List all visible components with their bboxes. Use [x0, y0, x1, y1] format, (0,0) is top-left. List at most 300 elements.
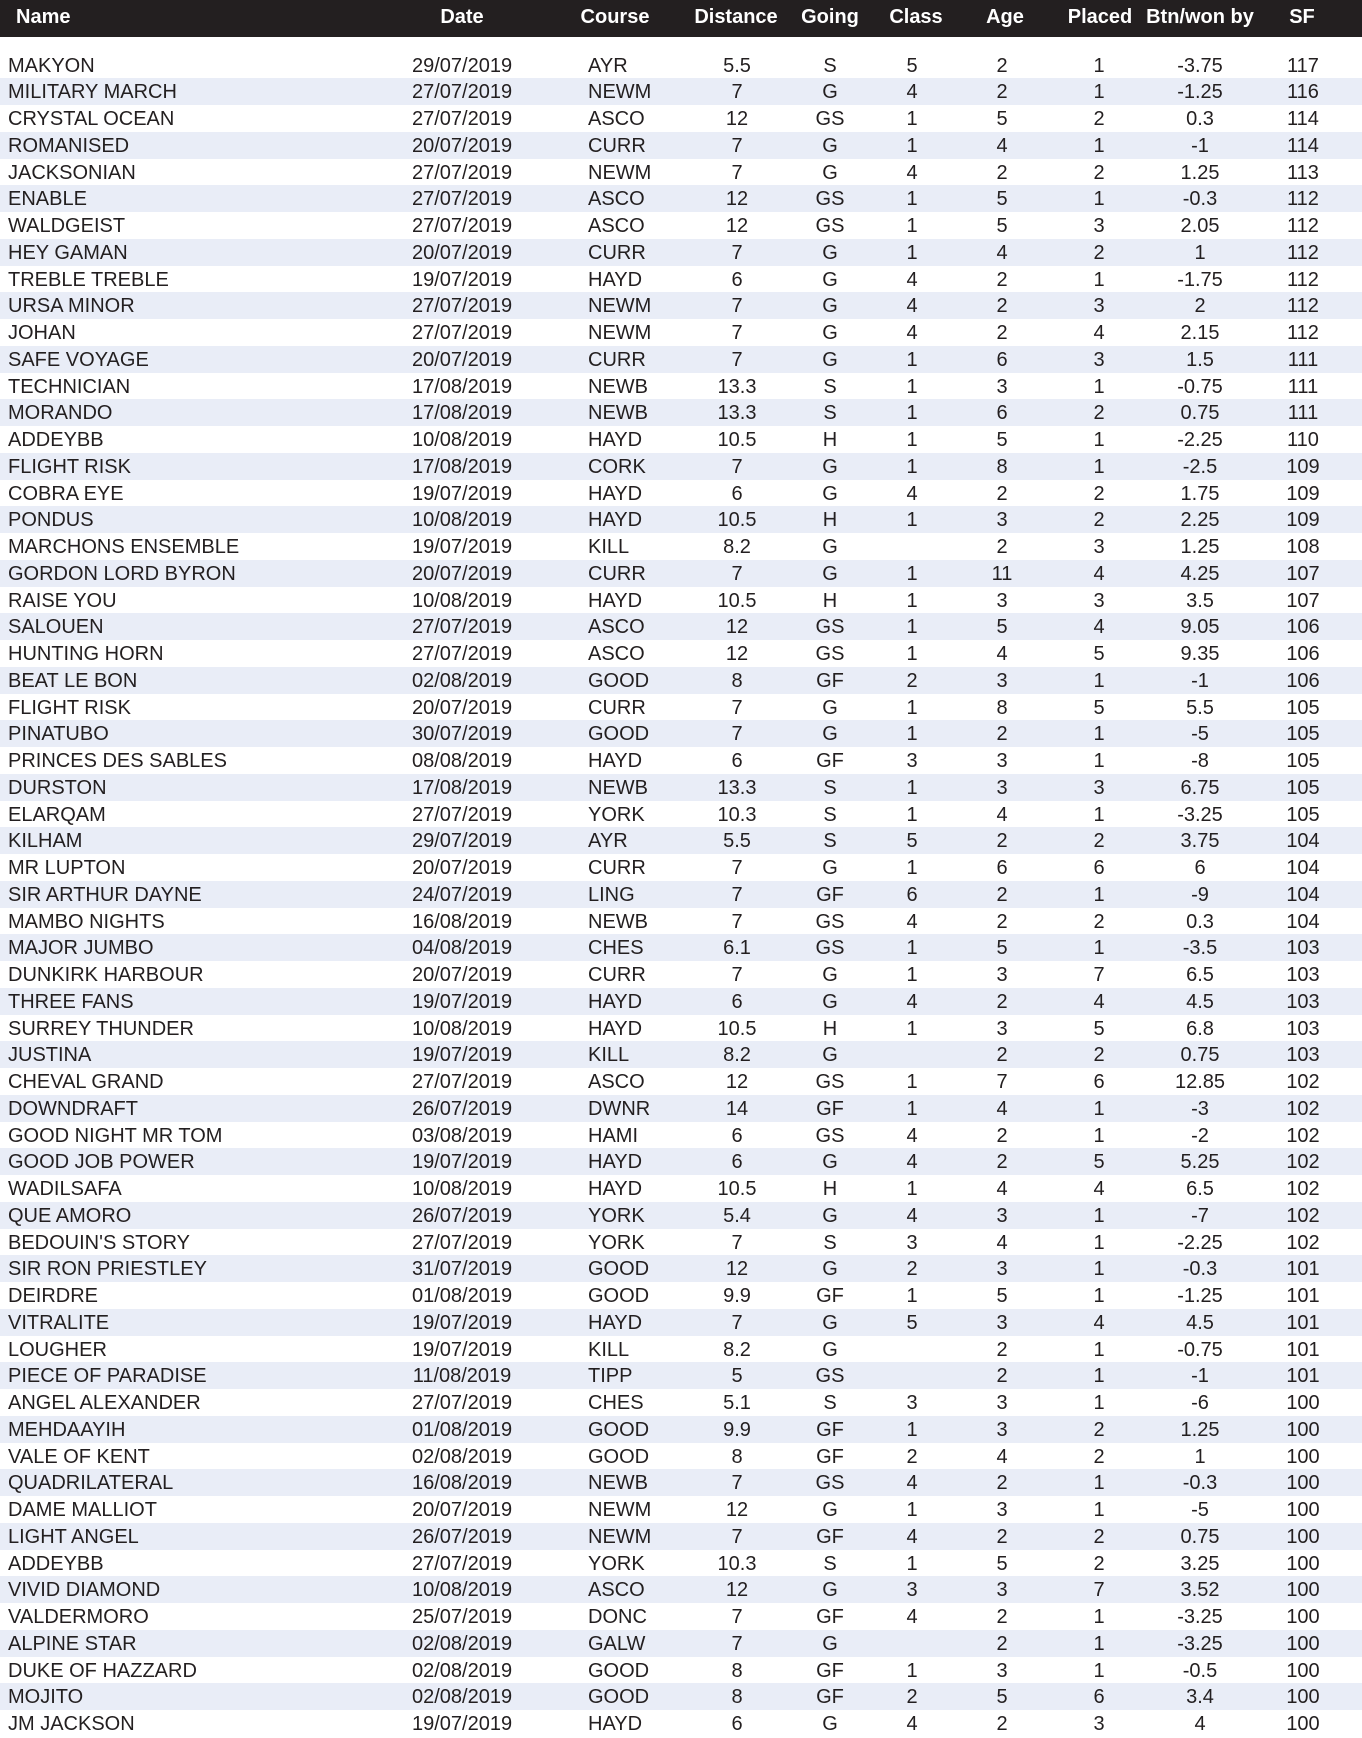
- btn-won-by-cell: 12.85: [1174, 1071, 1226, 1093]
- name-cell: THREE FANS: [8, 990, 134, 1013]
- sf-cell: 109: [1286, 482, 1320, 505]
- btn-won-by-cell: 1: [1194, 1445, 1206, 1468]
- btn-won-by-cell: 1.25: [1180, 1418, 1220, 1441]
- course-cell: HAYD: [588, 1713, 643, 1735]
- placed-cell: 5: [1093, 643, 1105, 665]
- placed-cell: 1: [1093, 1231, 1105, 1254]
- distance-cell: 7: [731, 134, 743, 157]
- course-cell: GALW: [588, 1632, 646, 1655]
- age-cell: 4: [996, 1231, 1008, 1254]
- age-cell: 5: [996, 188, 1008, 211]
- date-cell: 24/07/2019: [412, 883, 513, 906]
- placed-cell: 5: [1093, 696, 1105, 719]
- age-cell: 3: [996, 1579, 1008, 1602]
- age-cell: 3: [996, 1311, 1008, 1334]
- age-cell: 5: [996, 215, 1008, 237]
- age-cell: 3: [996, 375, 1008, 398]
- distance-cell: 10.3: [717, 803, 757, 826]
- btn-won-by-cell: -5: [1191, 1499, 1209, 1521]
- name-cell: VIVID DIAMOND: [8, 1579, 161, 1602]
- class-cell: 3: [906, 1579, 918, 1602]
- distance-cell: 10.5: [717, 429, 757, 451]
- table-row: [0, 613, 1362, 640]
- placed-cell: 1: [1093, 937, 1105, 960]
- distance-cell: 6: [731, 990, 743, 1013]
- class-cell: 1: [906, 108, 918, 130]
- date-cell: 19/07/2019: [412, 990, 513, 1013]
- going-cell: GF: [816, 1097, 844, 1120]
- distance-cell: 7: [731, 241, 743, 264]
- class-cell: 1: [906, 937, 918, 960]
- course-cell: GOOD: [588, 1418, 650, 1441]
- date-cell: 17/08/2019: [412, 776, 513, 799]
- table-row: [0, 1148, 1362, 1175]
- course-cell: NEWM: [588, 295, 652, 318]
- column-header-name: Name: [16, 6, 71, 28]
- name-cell: CRYSTAL OCEAN: [8, 108, 175, 130]
- table-row: [0, 239, 1362, 266]
- date-cell: 27/07/2019: [412, 1392, 513, 1414]
- btn-won-by-cell: 6: [1194, 857, 1206, 879]
- class-cell: 1: [906, 803, 918, 826]
- distance-cell: 9.9: [723, 1418, 751, 1441]
- age-cell: 6: [996, 402, 1008, 425]
- class-cell: 6: [906, 883, 918, 906]
- class-cell: 1: [906, 188, 918, 211]
- sf-cell: 100: [1286, 1392, 1320, 1414]
- age-cell: 2: [996, 268, 1008, 291]
- distance-cell: 13.3: [717, 776, 757, 799]
- date-cell: 31/07/2019: [412, 1258, 513, 1281]
- btn-won-by-cell: -0.75: [1177, 1338, 1223, 1361]
- table-row: [0, 266, 1362, 293]
- sf-cell: 106: [1286, 669, 1320, 692]
- placed-cell: 4: [1093, 990, 1105, 1013]
- btn-won-by-cell: 0.75: [1180, 1525, 1220, 1548]
- going-cell: GS: [815, 188, 845, 211]
- table-row: [0, 1229, 1362, 1256]
- btn-won-by-cell: -1.25: [1177, 1285, 1223, 1307]
- column-header-sf: SF: [1289, 6, 1315, 28]
- date-cell: 29/07/2019: [412, 830, 513, 853]
- sf-cell: 101: [1286, 1311, 1320, 1334]
- sf-cell: 102: [1286, 1124, 1320, 1147]
- sf-cell: 100: [1286, 1445, 1320, 1468]
- distance-cell: 6.1: [723, 937, 751, 960]
- table-row: [0, 426, 1362, 453]
- course-cell: ASCO: [588, 643, 645, 665]
- placed-cell: 3: [1093, 215, 1105, 237]
- name-cell: WALDGEIST: [8, 215, 126, 237]
- name-cell: GOOD NIGHT MR TOM: [8, 1124, 223, 1147]
- table-row: [0, 988, 1362, 1015]
- age-cell: 4: [996, 241, 1008, 264]
- class-cell: 1: [906, 1097, 918, 1120]
- table-row: [0, 934, 1362, 961]
- table-row: [0, 78, 1362, 105]
- class-cell: 2: [906, 669, 918, 692]
- going-cell: S: [823, 1392, 837, 1414]
- course-cell: GOOD: [588, 1659, 650, 1682]
- name-cell: FLIGHT RISK: [8, 455, 131, 478]
- placed-cell: 2: [1093, 1044, 1105, 1067]
- course-cell: GOOD: [588, 1686, 650, 1709]
- age-cell: 4: [996, 1097, 1008, 1120]
- date-cell: 11/08/2019: [412, 1365, 512, 1388]
- btn-won-by-cell: -2: [1191, 1124, 1209, 1147]
- name-cell: PIECE OF PARADISE: [8, 1365, 207, 1388]
- table-row: [0, 373, 1362, 400]
- name-cell: DEIRDRE: [8, 1285, 99, 1307]
- btn-won-by-cell: 6.5: [1186, 1178, 1214, 1200]
- btn-won-by-cell: 0.3: [1186, 910, 1214, 933]
- class-cell: 5: [906, 830, 918, 853]
- going-cell: G: [822, 1579, 838, 1602]
- column-header-placed: Placed: [1067, 6, 1133, 28]
- table-row: [0, 132, 1362, 159]
- sf-cell: 112: [1287, 268, 1319, 291]
- btn-won-by-cell: -3.25: [1177, 803, 1223, 826]
- date-cell: 27/07/2019: [412, 322, 513, 344]
- name-cell: CHEVAL GRAND: [8, 1071, 164, 1093]
- going-cell: GS: [815, 215, 845, 237]
- going-cell: G: [822, 1151, 838, 1174]
- btn-won-by-cell: -2.5: [1182, 455, 1218, 478]
- course-cell: CURR: [588, 562, 646, 585]
- class-cell: 1: [906, 348, 918, 371]
- table-row: [0, 1041, 1362, 1068]
- age-cell: 5: [996, 1552, 1008, 1575]
- course-cell: HAYD: [588, 482, 643, 505]
- btn-won-by-cell: 5.5: [1186, 696, 1214, 719]
- going-cell: GS: [815, 1124, 845, 1147]
- date-cell: 20/07/2019: [412, 134, 513, 157]
- class-cell: 4: [906, 295, 918, 318]
- course-cell: ASCO: [588, 1071, 645, 1093]
- sf-cell: 113: [1287, 161, 1319, 184]
- going-cell: G: [822, 1204, 838, 1227]
- sf-cell: 116: [1287, 81, 1319, 104]
- going-cell: G: [822, 964, 838, 986]
- going-cell: S: [823, 1552, 837, 1575]
- table-row: [0, 1603, 1362, 1630]
- table-row: [0, 1122, 1362, 1149]
- course-cell: HAMI: [588, 1124, 638, 1147]
- distance-cell: 14: [725, 1097, 749, 1120]
- btn-won-by-cell: -3.25: [1177, 1606, 1223, 1628]
- column-header-date: Date: [440, 6, 484, 28]
- going-cell: S: [823, 375, 837, 398]
- name-cell: URSA MINOR: [8, 295, 135, 318]
- course-cell: NEWB: [588, 910, 648, 933]
- sf-cell: 102: [1286, 1231, 1320, 1254]
- table-row: [0, 1255, 1362, 1282]
- distance-cell: 8: [731, 1686, 743, 1709]
- distance-cell: 7: [731, 723, 743, 746]
- going-cell: G: [822, 241, 838, 264]
- btn-won-by-cell: -6: [1191, 1392, 1209, 1414]
- course-cell: ASCO: [588, 215, 645, 237]
- going-cell: H: [822, 509, 838, 532]
- class-cell: 1: [906, 429, 918, 451]
- class-cell: 3: [906, 1392, 918, 1414]
- distance-cell: 10.5: [717, 589, 757, 612]
- table-row: [0, 1443, 1362, 1470]
- class-cell: 1: [906, 1499, 918, 1521]
- btn-won-by-cell: 3.4: [1186, 1686, 1214, 1709]
- placed-cell: 2: [1093, 830, 1105, 853]
- age-cell: 3: [996, 509, 1008, 532]
- btn-won-by-cell: -1: [1191, 1365, 1209, 1388]
- age-cell: 5: [996, 108, 1008, 130]
- sf-cell: 114: [1287, 108, 1319, 130]
- distance-cell: 10.5: [717, 509, 757, 532]
- class-cell: 1: [906, 215, 918, 237]
- course-cell: GOOD: [588, 1285, 650, 1307]
- placed-cell: 1: [1093, 1285, 1105, 1307]
- name-cell: MAJOR JUMBO: [8, 937, 154, 960]
- age-cell: 4: [996, 1445, 1008, 1468]
- placed-cell: 1: [1093, 1392, 1105, 1414]
- course-cell: CURR: [588, 241, 646, 264]
- course-cell: YORK: [588, 1204, 645, 1227]
- age-cell: 2: [996, 830, 1008, 853]
- btn-won-by-cell: -8: [1191, 750, 1209, 772]
- btn-won-by-cell: 2: [1194, 295, 1206, 318]
- placed-cell: 3: [1093, 295, 1105, 318]
- btn-won-by-cell: 9.05: [1180, 616, 1220, 639]
- table-row: [0, 1175, 1362, 1202]
- distance-cell: 6: [731, 1713, 743, 1735]
- sf-cell: 100: [1286, 1418, 1320, 1441]
- table-row: [0, 1416, 1362, 1443]
- age-cell: 3: [996, 1258, 1008, 1281]
- course-cell: NEWM: [588, 1525, 652, 1548]
- distance-cell: 5.4: [723, 1204, 751, 1227]
- sf-cell: 101: [1286, 1338, 1320, 1361]
- course-cell: YORK: [588, 1552, 645, 1575]
- course-cell: CURR: [588, 696, 646, 719]
- btn-won-by-cell: -1: [1191, 669, 1209, 692]
- distance-cell: 12: [725, 108, 749, 130]
- btn-won-by-cell: 1.25: [1180, 161, 1220, 184]
- sf-cell: 103: [1286, 1017, 1320, 1040]
- table-row: [0, 1657, 1362, 1684]
- distance-cell: 5.5: [723, 830, 751, 853]
- sf-cell: 101: [1286, 1258, 1320, 1281]
- going-cell: G: [822, 268, 838, 291]
- going-cell: G: [822, 1311, 838, 1334]
- sf-cell: 105: [1286, 803, 1320, 826]
- age-cell: 2: [996, 910, 1008, 933]
- name-cell: DAME MALLIOT: [8, 1499, 157, 1521]
- table-row: [0, 961, 1362, 988]
- distance-cell: 7: [731, 1311, 743, 1334]
- sf-cell: 102: [1286, 1071, 1320, 1093]
- age-cell: 5: [996, 1285, 1008, 1307]
- table-header: [0, 0, 1362, 37]
- course-cell: AYR: [588, 830, 628, 853]
- placed-cell: 4: [1093, 616, 1105, 639]
- distance-cell: 12: [725, 215, 749, 237]
- sf-cell: 111: [1287, 375, 1319, 398]
- age-cell: 8: [996, 455, 1008, 478]
- sf-cell: 102: [1286, 1178, 1320, 1200]
- class-cell: 2: [906, 1445, 918, 1468]
- going-cell: G: [822, 1258, 838, 1281]
- table-row: [0, 1336, 1362, 1363]
- name-cell: TREBLE TREBLE: [8, 268, 169, 291]
- placed-cell: 3: [1093, 776, 1105, 799]
- placed-cell: 4: [1093, 1311, 1105, 1334]
- class-cell: 1: [906, 1418, 918, 1441]
- sf-cell: 103: [1286, 990, 1320, 1013]
- sf-cell: 117: [1287, 54, 1319, 77]
- sf-cell: 102: [1286, 1097, 1320, 1120]
- age-cell: 3: [996, 1204, 1008, 1227]
- course-cell: CORK: [588, 455, 646, 478]
- going-cell: S: [823, 1231, 837, 1254]
- distance-cell: 5.5: [723, 54, 751, 77]
- btn-won-by-cell: 3.25: [1180, 1552, 1220, 1575]
- distance-cell: 12: [725, 1499, 749, 1521]
- table-row: [0, 881, 1362, 908]
- class-cell: 5: [906, 1311, 918, 1334]
- name-cell: HEY GAMAN: [8, 241, 128, 264]
- age-cell: 2: [996, 161, 1008, 184]
- distance-cell: 13.3: [717, 402, 757, 425]
- going-cell: S: [823, 830, 837, 853]
- class-cell: 4: [906, 1124, 918, 1147]
- table-row: [0, 720, 1362, 747]
- distance-cell: 5.1: [723, 1392, 751, 1414]
- table-row: [0, 1550, 1362, 1577]
- placed-cell: 3: [1093, 589, 1105, 612]
- date-cell: 02/08/2019: [412, 1659, 513, 1682]
- btn-won-by-cell: 1: [1194, 241, 1206, 264]
- class-cell: 4: [906, 1151, 918, 1174]
- age-cell: 4: [996, 643, 1008, 665]
- date-cell: 19/07/2019: [412, 1151, 513, 1174]
- table-row: [0, 52, 1362, 79]
- table-row: [0, 319, 1362, 346]
- date-cell: 01/08/2019: [412, 1418, 513, 1441]
- date-cell: 27/07/2019: [412, 295, 513, 318]
- age-cell: 2: [996, 723, 1008, 746]
- course-cell: LING: [588, 883, 635, 906]
- sf-cell: 101: [1286, 1365, 1320, 1388]
- placed-cell: 2: [1093, 1525, 1105, 1548]
- going-cell: G: [822, 455, 838, 478]
- going-cell: GF: [816, 1285, 844, 1307]
- date-cell: 19/07/2019: [412, 1713, 513, 1735]
- distance-cell: 7: [731, 910, 743, 933]
- going-cell: GS: [815, 643, 845, 665]
- course-cell: HAYD: [588, 429, 643, 451]
- btn-won-by-cell: -0.3: [1182, 1258, 1218, 1281]
- age-cell: 2: [996, 81, 1008, 104]
- course-cell: NEWB: [588, 1472, 648, 1495]
- name-cell: WADILSAFA: [8, 1178, 122, 1200]
- class-cell: [862, 1630, 962, 1657]
- btn-won-by-cell: 6.5: [1186, 964, 1214, 986]
- age-cell: 2: [996, 1338, 1008, 1361]
- table-row: [0, 1309, 1362, 1336]
- date-cell: 20/07/2019: [412, 696, 513, 719]
- placed-cell: 1: [1093, 1097, 1105, 1120]
- age-cell: 2: [996, 295, 1008, 318]
- btn-won-by-cell: -3.75: [1177, 54, 1223, 77]
- distance-cell: 12: [725, 1579, 749, 1602]
- age-cell: 2: [996, 54, 1008, 77]
- sf-cell: 102: [1286, 1151, 1320, 1174]
- name-cell: MARCHONS ENSEMBLE: [8, 536, 240, 558]
- age-cell: 3: [996, 669, 1008, 692]
- date-cell: 10/08/2019: [412, 429, 513, 451]
- date-cell: 19/07/2019: [412, 1311, 513, 1334]
- sf-cell: 111: [1287, 402, 1319, 425]
- going-cell: S: [823, 54, 837, 77]
- class-cell: 1: [906, 509, 918, 532]
- btn-won-by-cell: 0.75: [1180, 1044, 1220, 1067]
- course-cell: YORK: [588, 1231, 645, 1254]
- going-cell: GF: [816, 1686, 844, 1709]
- distance-cell: 8.2: [723, 1338, 751, 1361]
- distance-cell: 7: [731, 81, 743, 104]
- going-cell: H: [822, 1178, 838, 1200]
- column-header-age: Age: [986, 6, 1024, 28]
- course-cell: CURR: [588, 964, 646, 986]
- column-header-course: Course: [580, 6, 650, 28]
- course-cell: CHES: [588, 1392, 644, 1414]
- course-cell: HAYD: [588, 990, 643, 1013]
- going-cell: GF: [816, 883, 844, 906]
- class-cell: 2: [906, 1686, 918, 1709]
- going-cell: GS: [815, 1365, 845, 1388]
- name-cell: JUSTINA: [8, 1044, 92, 1067]
- class-cell: 1: [906, 562, 918, 585]
- btn-won-by-cell: -0.3: [1182, 1472, 1218, 1495]
- name-cell: GOOD JOB POWER: [8, 1151, 195, 1174]
- distance-cell: 7: [731, 964, 743, 986]
- name-cell: ADDEYBB: [8, 1552, 104, 1575]
- table-row: [0, 1202, 1362, 1229]
- date-cell: 17/08/2019: [412, 402, 513, 425]
- age-cell: 2: [996, 1525, 1008, 1548]
- table-row: [0, 212, 1362, 239]
- distance-cell: 12: [725, 188, 749, 211]
- sf-cell: 103: [1286, 937, 1320, 960]
- table-row: [0, 1683, 1362, 1710]
- class-cell: 1: [906, 776, 918, 799]
- btn-won-by-cell: 3.75: [1180, 830, 1220, 853]
- name-cell: MEHDAAYIH: [8, 1418, 126, 1441]
- class-cell: 1: [906, 455, 918, 478]
- age-cell: 11: [991, 562, 1013, 585]
- date-cell: 27/07/2019: [412, 81, 513, 104]
- distance-cell: 8: [731, 1659, 743, 1682]
- placed-cell: 6: [1093, 857, 1105, 879]
- age-cell: 2: [996, 883, 1008, 906]
- date-cell: 27/07/2019: [412, 1071, 513, 1093]
- sf-cell: 110: [1287, 429, 1319, 451]
- table-row: [0, 292, 1362, 319]
- distance-cell: 10.5: [717, 1017, 757, 1040]
- btn-won-by-cell: 2.15: [1180, 322, 1220, 344]
- class-cell: 1: [906, 857, 918, 879]
- date-cell: 02/08/2019: [412, 1445, 513, 1468]
- course-cell: ASCO: [588, 108, 645, 130]
